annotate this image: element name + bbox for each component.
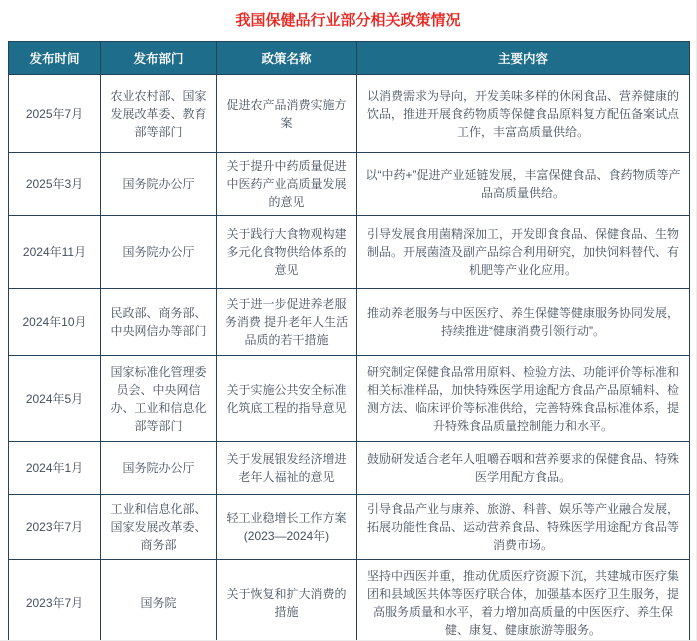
cell-department: 国务院 bbox=[101, 560, 217, 641]
cell-date: 2024年5月 bbox=[9, 356, 101, 442]
cell-content: 鼓励研发适合老年人咀嚼吞咽和营养要求的保健食品、特殊医学用配方食品。 bbox=[357, 442, 690, 495]
cell-date: 2025年3月 bbox=[9, 153, 101, 216]
cell-department: 民政部、商务部、中央网信办等部门 bbox=[101, 289, 217, 356]
table-row bbox=[9, 153, 690, 216]
table-row bbox=[9, 75, 690, 153]
cell-department: 农业农村部、国家发展改革委、教育部等部门 bbox=[101, 75, 217, 153]
cell-content: 坚持中西医并重，推动优质医疗资源下沉，共建城市医疗集团和县域医共体等医疗联合体，加强基本医疗卫生服务，提高服务质量和水平，着力增加高质量的中医医疗、养生保健、康复、健康旅游等服务。 bbox=[357, 560, 690, 641]
header-cell-policy: 政策名称 bbox=[217, 42, 357, 75]
cell-policy: 关于践行大食物观构建多元化食物供给体系的意见 bbox=[217, 216, 357, 289]
cell-content: 引导发展食用菌精深加工，开发即食食品、保健食品、生物制品。开展菌渣及副产品综合利用研究，加快饲料替代、有机肥等产业化应用。 bbox=[357, 216, 690, 289]
header-cell-date: 发布时间 bbox=[9, 42, 101, 75]
cell-content: 引导食品产业与康养、旅游、科普、娱乐等产业融合发展，拓展功能性食品、运动营养食品、特殊医学用途配方食品等消费市场。 bbox=[357, 495, 690, 560]
table-row bbox=[9, 495, 690, 560]
header-cell-content: 主要内容 bbox=[357, 42, 690, 75]
cell-content: 以消费需求为导向，开发美味多样的休闲食品、营养健康的饮品，推进开展食药物质等保健食品原料复方配伍备案试点工作，丰富高质量供给。 bbox=[357, 75, 690, 153]
cell-policy: 轻工业稳增长工作方案(2023—2024年) bbox=[217, 495, 357, 560]
cell-date: 2024年10月 bbox=[9, 289, 101, 356]
cell-date: 2024年11月 bbox=[9, 216, 101, 289]
cell-content: 推动养老服务与中医医疗、养生保健等健康服务协同发展，持续推进“健康消费引领行动”。 bbox=[357, 289, 690, 356]
cell-date: 2024年1月 bbox=[9, 442, 101, 495]
cell-department: 国家标准化管理委员会、中央网信办、工业和信息化部等部门 bbox=[101, 356, 217, 442]
page-title: 我国保健品行业部分相关政策情况 bbox=[235, 12, 461, 29]
cell-date: 2025年7月 bbox=[9, 75, 101, 153]
cell-department: 国务院办公厅 bbox=[101, 442, 217, 495]
cell-department: 国务院办公厅 bbox=[101, 153, 217, 216]
cell-content: 研究制定保健食品常用原料、检验方法、功能评价等标准和相关标准样品，加快特殊医学用途配方食品产品原辅料、检测方法、临床评价等标准供给，完善特殊食品标准体系，提升特殊食品质量控制能力和水平。 bbox=[357, 356, 690, 442]
cell-date: 2023年7月 bbox=[9, 560, 101, 641]
cell-content: 以“中药+”促进产业延链发展，丰富保健食品、食药物质等产品高质量供给。 bbox=[357, 153, 690, 216]
table-row bbox=[9, 216, 690, 289]
table-row bbox=[9, 289, 690, 356]
table-row bbox=[9, 442, 690, 495]
cell-policy: 促进农产品消费实施方案 bbox=[217, 75, 357, 153]
cell-department: 国务院办公厅 bbox=[101, 216, 217, 289]
policy-table bbox=[8, 41, 690, 641]
cell-policy: 关于实施公共安全标准化筑底工程的指导意见 bbox=[217, 356, 357, 442]
policy-table-body bbox=[9, 75, 690, 641]
header-row bbox=[9, 42, 690, 75]
policy-table-header bbox=[9, 42, 690, 75]
cell-policy: 关于恢复和扩大消费的措施 bbox=[217, 560, 357, 641]
cell-policy: 关于发展银发经济增进老年人福祉的意见 bbox=[217, 442, 357, 495]
header-cell-department: 发布部门 bbox=[101, 42, 217, 75]
cell-policy: 关于进一步促进养老服务消费 提升老年人生活品质的若干措施 bbox=[217, 289, 357, 356]
cell-date: 2023年7月 bbox=[9, 495, 101, 560]
table-row bbox=[9, 356, 690, 442]
cell-policy: 关于提升中药质量促进中医药产业高质量发展的意见 bbox=[217, 153, 357, 216]
table-row bbox=[9, 560, 690, 641]
cell-department: 工业和信息化部、国家发展改革委、商务部 bbox=[101, 495, 217, 560]
